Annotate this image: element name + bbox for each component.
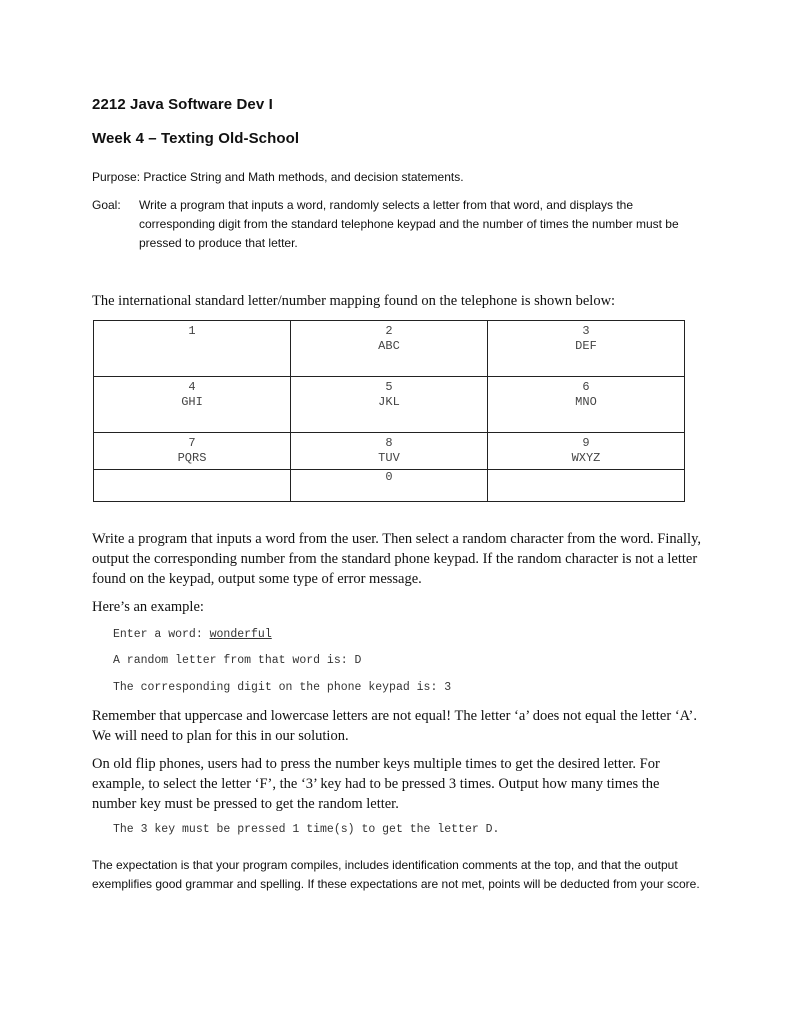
keypad-cell: [291, 321, 488, 377]
keypad-letters: DEF: [575, 339, 597, 353]
keypad-cell: [487, 433, 684, 470]
example-intro: Here’s an example:: [92, 599, 204, 615]
keypad-digit: 7: [188, 436, 196, 450]
keypad-row: [94, 321, 685, 377]
flip-note: On old flip phones, users had to press the number keys multiple times to get the desired letter. For example, to select the letter ‘F’, the ‘3’ key had to be pressed 3 times. Output how many times the number key must be pressed to get the random letter.: [92, 756, 660, 812]
case-note: Remember that uppercase and lowercase letters are not equal! The letter ‘a’ does not equal the letter ‘A’. We will need to plan for this in our solution.: [92, 708, 697, 744]
keypad-letters: GHI: [181, 395, 203, 409]
keypad-digit: 9: [582, 436, 590, 450]
keypad-row: [94, 433, 685, 470]
example-prompt: Enter a word:: [113, 628, 210, 641]
goal-text: Write a program that inputs a word, randomly selects a letter from that word, and displays the corresponding digit from the standard telephone keypad and the number of times the number must be pressed to produce that letter.: [139, 198, 679, 250]
keypad-digit: 8: [385, 436, 393, 450]
keypad-digit: 2: [385, 324, 393, 338]
keypad-digit: 0: [385, 470, 393, 484]
keypad-digit: 6: [582, 380, 590, 394]
keypad-letters: TUV: [378, 451, 400, 465]
keypad-cell: [94, 470, 291, 502]
keypad-cell: [94, 433, 291, 470]
press-example: The 3 key must be pressed 1 time(s) to get the letter D.: [113, 823, 500, 836]
keypad-cell: [291, 433, 488, 470]
example-digit-line: The corresponding digit on the phone keypad is: 3: [113, 681, 452, 694]
keypad-digit: 1: [188, 324, 196, 338]
week-title: Week 4 – Texting Old-School: [92, 130, 300, 147]
keypad-cell: [291, 470, 488, 502]
keypad-cell: [94, 321, 291, 377]
example-input: wonderful: [209, 628, 272, 641]
keypad-cell: [487, 470, 684, 502]
keypad-digit: 5: [385, 380, 393, 394]
example-prompt-line: [113, 628, 272, 641]
keypad-cell: [487, 377, 684, 433]
keypad-cell: [291, 377, 488, 433]
keypad-letters: ABC: [378, 339, 400, 353]
keypad-letters: PQRS: [177, 451, 207, 465]
keypad-letters: JKL: [378, 395, 400, 409]
keypad-cell: [94, 377, 291, 433]
course-title: 2212 Java Software Dev I: [92, 96, 273, 113]
keypad-row: [94, 470, 685, 502]
instructions-paragraph: Write a program that inputs a word from the user. Then select a random character from the word. Finally, output the corresponding number from the standard phone keypad. If the random character is not a letter found on the keypad, output some type of error message.: [92, 531, 702, 587]
mapping-intro: The international standard letter/number mapping found on the telephone is shown below:: [92, 293, 616, 309]
goal-label: Goal:: [92, 198, 121, 212]
example-random-line: A random letter from that word is: D: [113, 654, 362, 667]
keypad-cell: [487, 321, 684, 377]
keypad-letters: WXYZ: [571, 451, 601, 465]
expectation-paragraph: The expectation is that your program compiles, includes identification comments at the top, and that the output exemplifies good grammar and spelling. If these expectations are not met, points will be deducted from your score.: [92, 858, 700, 891]
keypad-row: [94, 377, 685, 433]
purpose-line: Purpose: Practice String and Math methods, and decision statements.: [92, 170, 464, 184]
keypad-letters: MNO: [575, 395, 597, 409]
keypad-digit: 4: [188, 380, 196, 394]
keypad-digit: 3: [582, 324, 590, 338]
keypad-table: [93, 320, 685, 502]
